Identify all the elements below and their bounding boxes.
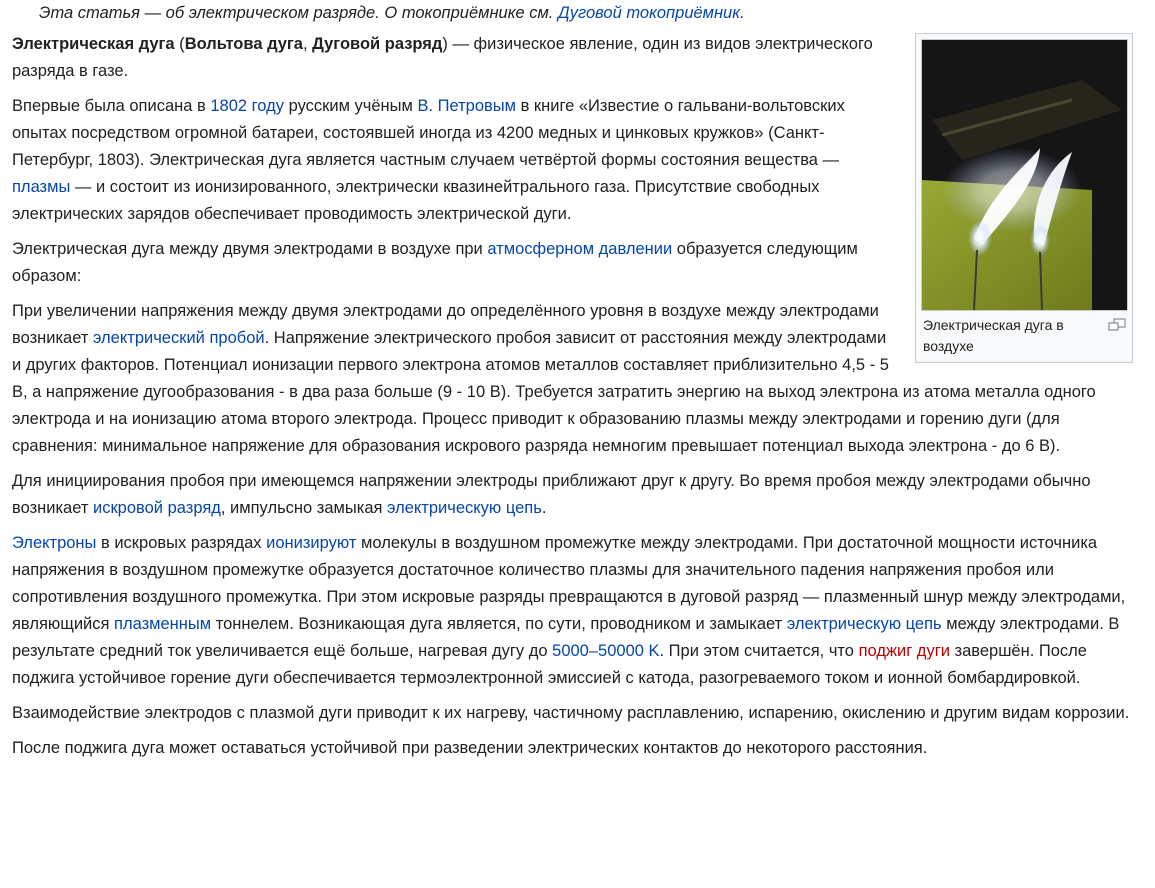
link-electric-circuit-2[interactable]: электрическую цепь [786,615,942,633]
magnify-icon[interactable] [1107,317,1127,331]
figure-thumbnail [915,33,1133,363]
text: тоннелем. Возникающая дуга является, по сути, проводником и замыкает [211,615,787,633]
text: . Напряжение электрического пробоя зависит от расстояния между электродами и других факторов. Потенциал ионизации первого электрона атомов металлов составляет приблизительно 4,5 - 5 В, а напряжение дугообразования - в два раза больше (9 - 10 В). Требуется затратить энергию на выход электрона из атома металла одного электрода и на ионизацию атома второго электрода. Процесс приводит к образованию плазмы между электродами и горению дуги (для сравнения: минимальное напряжение для образования искрового разряда немногим превышает потенциал выхода электрона - до 6 В). [12,329,1096,455]
link-plasma-adj[interactable]: плазменным [114,615,212,633]
hatnote-text: Эта статья — об электрическом разряде. О токоприёмнике см. [39,4,558,22]
text: , импульсно замыкая [220,499,388,517]
text: завершён. После поджига устойчивое горение дуги обеспечивается термоэлектронной эмиссией с катода, разогреваемого током и ионной бомбардировкой. [12,642,1087,687]
ionization-paragraph [12,530,1143,692]
text: ( [174,35,185,53]
text: Электрическая дуга между двумя электродами в воздухе при [12,240,488,258]
text: между электродами. В результате средний ток увеличивается ещё больше, нагревая дугу до [12,615,1120,660]
text: Для инициирования пробоя при имеющемся напряжении электроды приближают друг к другу. Во время пробоя между электродами обычно возникает [12,472,1091,517]
term-alt-2: Дуговой разряд [312,35,443,53]
text: образуется следующим образом: [12,240,858,285]
text: молекулы в воздушном промежутке между электродами. При достаточной мощности источника напряжения в воздушном промежутке образуется достаточное количество плазмы для значительного падения напряжения пробоя или сопротивления воздушного промежутка. При этом искровые разряды превращаются в дуговой разряд — плазменный шнур между электродами, являющийся [12,534,1126,633]
hatnote [12,3,1143,23]
hatnote-link[interactable]: Дуговой токоприёмник [557,4,741,22]
initiation-paragraph [12,468,1143,522]
link-electrons[interactable]: Электроны [12,534,97,552]
link-electric-circuit[interactable]: электрическую цепь [387,499,542,517]
text: русским учёным [284,97,418,115]
term-main: Электрическая дуга [12,35,175,53]
link-1802[interactable]: 1802 году [210,97,284,115]
link-electrical-breakdown[interactable]: электрический пробой [93,329,265,347]
text: Впервые была описана в [12,97,211,115]
hatnote-end: . [740,4,745,22]
text: — и состоит из ионизированного, электрически квазинейтрального газа. Присутствие свободных электрических зарядов обеспечивает проводимость электрической дуги. [12,178,820,223]
redlink-arc-ignition[interactable]: поджиг дуги [858,642,950,660]
figure-caption [921,311,1127,357]
link-plasma[interactable]: плазмы [12,178,71,196]
link-atmospheric-pressure[interactable]: атмосферном давлении [487,240,673,258]
stability-paragraph [12,735,1143,762]
arc-photo[interactable] [921,39,1128,311]
text: ) — физическое явление, один из видов электрического разряда в газе. [12,35,873,80]
arc-photo-image [922,40,1127,310]
text: в искровых разрядах [96,534,267,552]
link-ionize[interactable]: ионизируют [266,534,357,552]
link-spark-discharge[interactable]: искровой разряд [93,499,221,517]
text: в книге «Известие о гальвани-вольтовских опытах посредством огромной батареи, состоявшей иногда из 4200 медных и цинковых кружков» (Санкт-Петербург, 1803). Электрическая дуга является частным случаем четвёртой формы состояния вещества — [12,97,845,169]
text: При увеличении напряжения между двумя электродами до определённого уровня в воздухе между электродами возникает [12,302,879,347]
link-temperature[interactable]: 5000–50000 K [552,642,660,660]
corrosion-paragraph [12,700,1143,727]
text: . [541,499,547,517]
text: Взаимодействие электродов с плазмой дуги приводит к их нагреву, частичному расплавлению, испарению, окислению и другим видам коррозии. [12,704,1130,722]
text: После поджига дуга может оставаться устойчивой при разведении электрических контактов до некоторого расстояния. [12,739,928,757]
text: , [302,35,313,53]
text: . При этом считается, что [659,642,859,660]
term-alt-1: Вольтова дуга [184,35,303,53]
figure-caption-text: Электрическая дуга в воздухе [923,317,1064,354]
link-petrov[interactable]: В. Петровым [417,97,516,115]
